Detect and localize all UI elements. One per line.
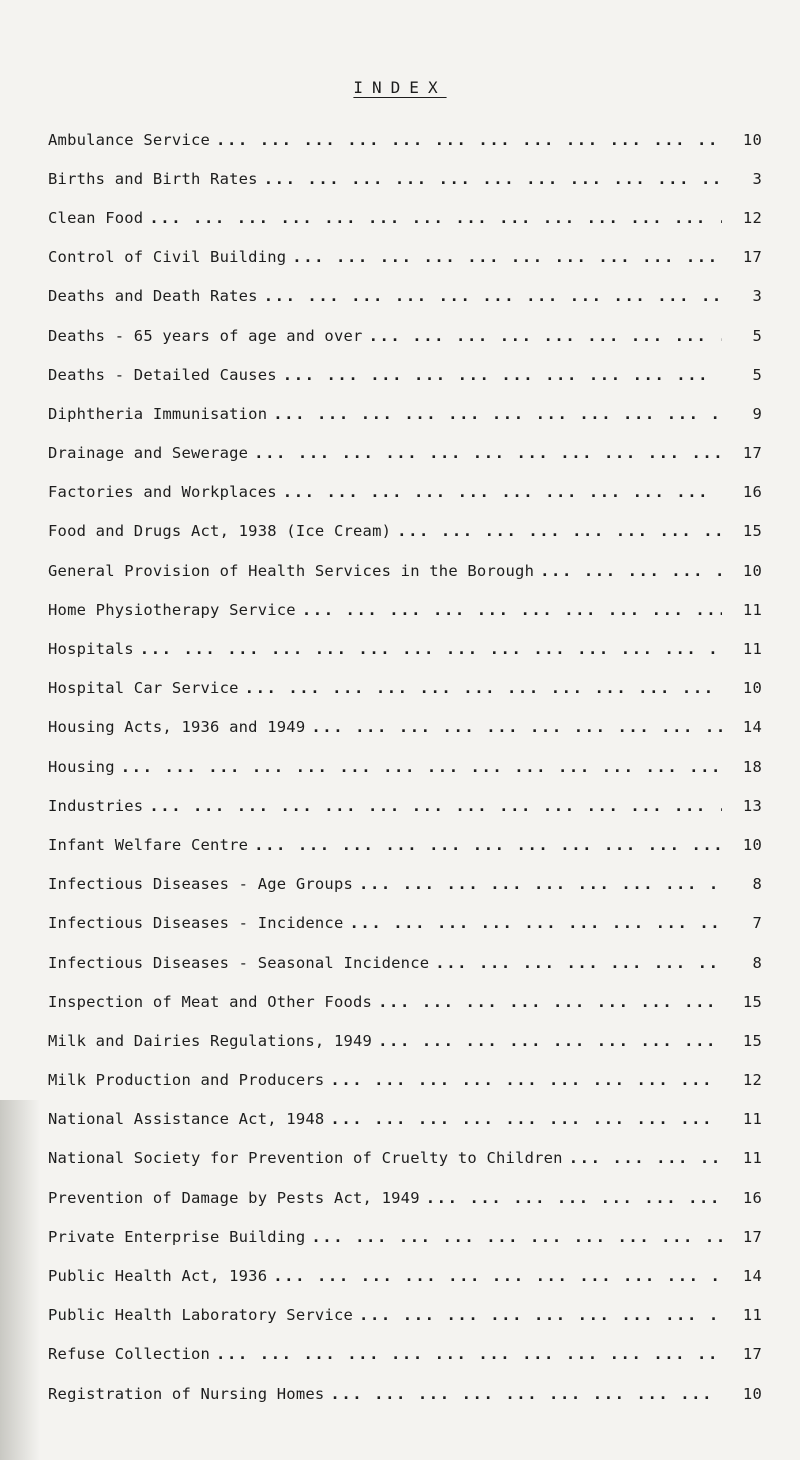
entry-page-number: 18 xyxy=(742,757,762,776)
entry-label: Drainage and Sewerage xyxy=(48,444,249,463)
index-entry xyxy=(48,1374,762,1413)
page-title: INDEX xyxy=(353,78,447,97)
dot-leader xyxy=(283,366,722,384)
entry-label: Deaths - 65 years of age and over xyxy=(48,326,363,345)
index-entry xyxy=(48,982,762,1021)
dot-leader xyxy=(397,522,722,540)
index-entry xyxy=(48,865,762,904)
dot-leader xyxy=(330,1385,722,1403)
entry-label: Births and Birth Rates xyxy=(48,169,258,188)
dot-leader xyxy=(121,758,722,776)
index-entry xyxy=(48,512,762,551)
dot-leader xyxy=(264,170,722,188)
entry-page-number: 11 xyxy=(742,1306,762,1325)
entry-page-number: 17 xyxy=(742,248,762,267)
entry-page-number: 3 xyxy=(752,287,762,306)
entry-label: Deaths - Detailed Causes xyxy=(48,365,277,384)
entry-label: Infectious Diseases - Seasonal Incidence xyxy=(48,953,430,972)
index-entry xyxy=(48,590,762,629)
entry-page-number: 10 xyxy=(742,561,762,580)
entry-page-number: 11 xyxy=(742,1110,762,1129)
entry-page-number: 17 xyxy=(742,1227,762,1246)
index-entry xyxy=(48,1100,762,1139)
index-entry xyxy=(48,1061,762,1100)
entry-page-number: 8 xyxy=(752,875,762,894)
entry-page-number: 16 xyxy=(742,483,762,502)
index-entry xyxy=(48,434,762,473)
dot-leader xyxy=(540,562,722,580)
dot-leader xyxy=(569,1149,722,1167)
entry-label: Hospitals xyxy=(48,640,134,659)
entry-page-number: 3 xyxy=(752,169,762,188)
dot-leader xyxy=(359,1306,722,1324)
entry-label: Factories and Workplaces xyxy=(48,483,277,502)
entry-label: Public Health Act, 1936 xyxy=(48,1267,268,1286)
index-entry xyxy=(48,1256,762,1295)
page-edge-shadow xyxy=(0,1100,40,1460)
index-entry xyxy=(48,1139,762,1178)
index-entry xyxy=(48,708,762,747)
dot-leader xyxy=(311,1228,722,1246)
dot-leader xyxy=(149,209,722,227)
entry-page-number: 14 xyxy=(742,718,762,737)
index-entry xyxy=(48,159,762,198)
entry-label: Refuse Collection xyxy=(48,1345,211,1364)
entry-page-number: 15 xyxy=(742,1031,762,1050)
entry-page-number: 12 xyxy=(742,1071,762,1090)
entry-label: Milk Production and Producers xyxy=(48,1071,325,1090)
dot-leader xyxy=(330,1110,722,1128)
dot-leader xyxy=(350,914,723,932)
index-entry xyxy=(48,904,762,943)
entry-label: National Assistance Act, 1948 xyxy=(48,1110,325,1129)
dot-leader xyxy=(426,1189,722,1207)
dot-leader xyxy=(149,797,722,815)
entry-page-number: 11 xyxy=(742,600,762,619)
index-entry xyxy=(48,629,762,668)
entry-page-number: 16 xyxy=(742,1188,762,1207)
dot-leader xyxy=(435,954,722,972)
entry-label: Infectious Diseases - Incidence xyxy=(48,914,344,933)
index-entry xyxy=(48,238,762,277)
index-entry xyxy=(48,551,762,590)
entry-label: Food and Drugs Act, 1938 (Ice Cream) xyxy=(48,522,392,541)
dot-leader xyxy=(292,248,722,266)
index-entry xyxy=(48,669,762,708)
entry-label: Infectious Diseases - Age Groups xyxy=(48,875,354,894)
entry-page-number: 5 xyxy=(752,365,762,384)
entry-page-number: 12 xyxy=(742,208,762,227)
index-entry xyxy=(48,316,762,355)
dot-leader xyxy=(216,1345,722,1363)
index-entry xyxy=(48,943,762,982)
entry-label: Control of Civil Building xyxy=(48,248,287,267)
entry-page-number: 10 xyxy=(742,1384,762,1403)
entry-label: Home Physiotherapy Service xyxy=(48,600,296,619)
entry-label: Deaths and Death Rates xyxy=(48,287,258,306)
entry-page-number: 13 xyxy=(742,796,762,815)
dot-leader xyxy=(273,405,722,423)
index-entry xyxy=(48,1296,762,1335)
dot-leader xyxy=(378,993,722,1011)
entry-page-number: 15 xyxy=(742,522,762,541)
entry-label: Housing Acts, 1936 and 1949 xyxy=(48,718,306,737)
entry-label: Private Enterprise Building xyxy=(48,1227,306,1246)
index-entry xyxy=(48,355,762,394)
dot-leader xyxy=(369,327,722,345)
entry-page-number: 11 xyxy=(742,1149,762,1168)
index-entry xyxy=(48,198,762,237)
entry-page-number: 17 xyxy=(742,1345,762,1364)
index-entry xyxy=(48,277,762,316)
entry-label: Public Health Laboratory Service xyxy=(48,1306,354,1325)
dot-leader xyxy=(254,836,722,854)
dot-leader xyxy=(283,483,722,501)
entry-page-number: 8 xyxy=(752,953,762,972)
index-entry xyxy=(48,1021,762,1060)
entry-label: General Provision of Health Services in the Borough xyxy=(48,561,535,580)
index-entry xyxy=(48,825,762,864)
dot-leader xyxy=(140,640,722,658)
entry-page-number: 10 xyxy=(742,835,762,854)
dot-leader xyxy=(311,718,722,736)
entry-page-number: 9 xyxy=(752,404,762,423)
entry-label: Milk and Dairies Regulations, 1949 xyxy=(48,1031,373,1050)
entry-page-number: 15 xyxy=(742,992,762,1011)
entry-label: Housing xyxy=(48,757,115,776)
index-entry xyxy=(48,786,762,825)
dot-leader xyxy=(264,287,722,305)
entry-label: Ambulance Service xyxy=(48,130,211,149)
dot-leader xyxy=(254,444,722,462)
entry-page-number: 7 xyxy=(752,914,762,933)
entry-label: Inspection of Meat and Other Foods xyxy=(48,992,373,1011)
entry-page-number: 10 xyxy=(742,679,762,698)
entry-label: National Society for Prevention of Cruelty to Children xyxy=(48,1149,563,1168)
dot-leader xyxy=(273,1267,722,1285)
dot-leader xyxy=(302,601,722,619)
entry-page-number: 11 xyxy=(742,640,762,659)
dot-leader xyxy=(216,131,722,149)
entry-label: Infant Welfare Centre xyxy=(48,835,249,854)
entry-label: Industries xyxy=(48,796,144,815)
index-entry xyxy=(48,1178,762,1217)
dot-leader xyxy=(245,679,722,697)
dot-leader xyxy=(330,1071,722,1089)
index-entry xyxy=(48,1335,762,1374)
entry-page-number: 14 xyxy=(742,1267,762,1286)
entry-label: Clean Food xyxy=(48,208,144,227)
dot-leader xyxy=(378,1032,722,1050)
dot-leader xyxy=(359,875,722,893)
entry-page-number: 5 xyxy=(752,326,762,345)
entry-label: Hospital Car Service xyxy=(48,679,239,698)
index-entry xyxy=(48,1217,762,1256)
entry-label: Diphtheria Immunisation xyxy=(48,404,268,423)
entry-label: Registration of Nursing Homes xyxy=(48,1384,325,1403)
entry-label: Prevention of Damage by Pests Act, 1949 xyxy=(48,1188,420,1207)
index-entry xyxy=(48,473,762,512)
index-entry xyxy=(48,120,762,159)
index-list xyxy=(48,120,762,1413)
entry-page-number: 10 xyxy=(742,130,762,149)
index-entry xyxy=(48,394,762,433)
entry-page-number: 17 xyxy=(742,444,762,463)
index-entry xyxy=(48,747,762,786)
